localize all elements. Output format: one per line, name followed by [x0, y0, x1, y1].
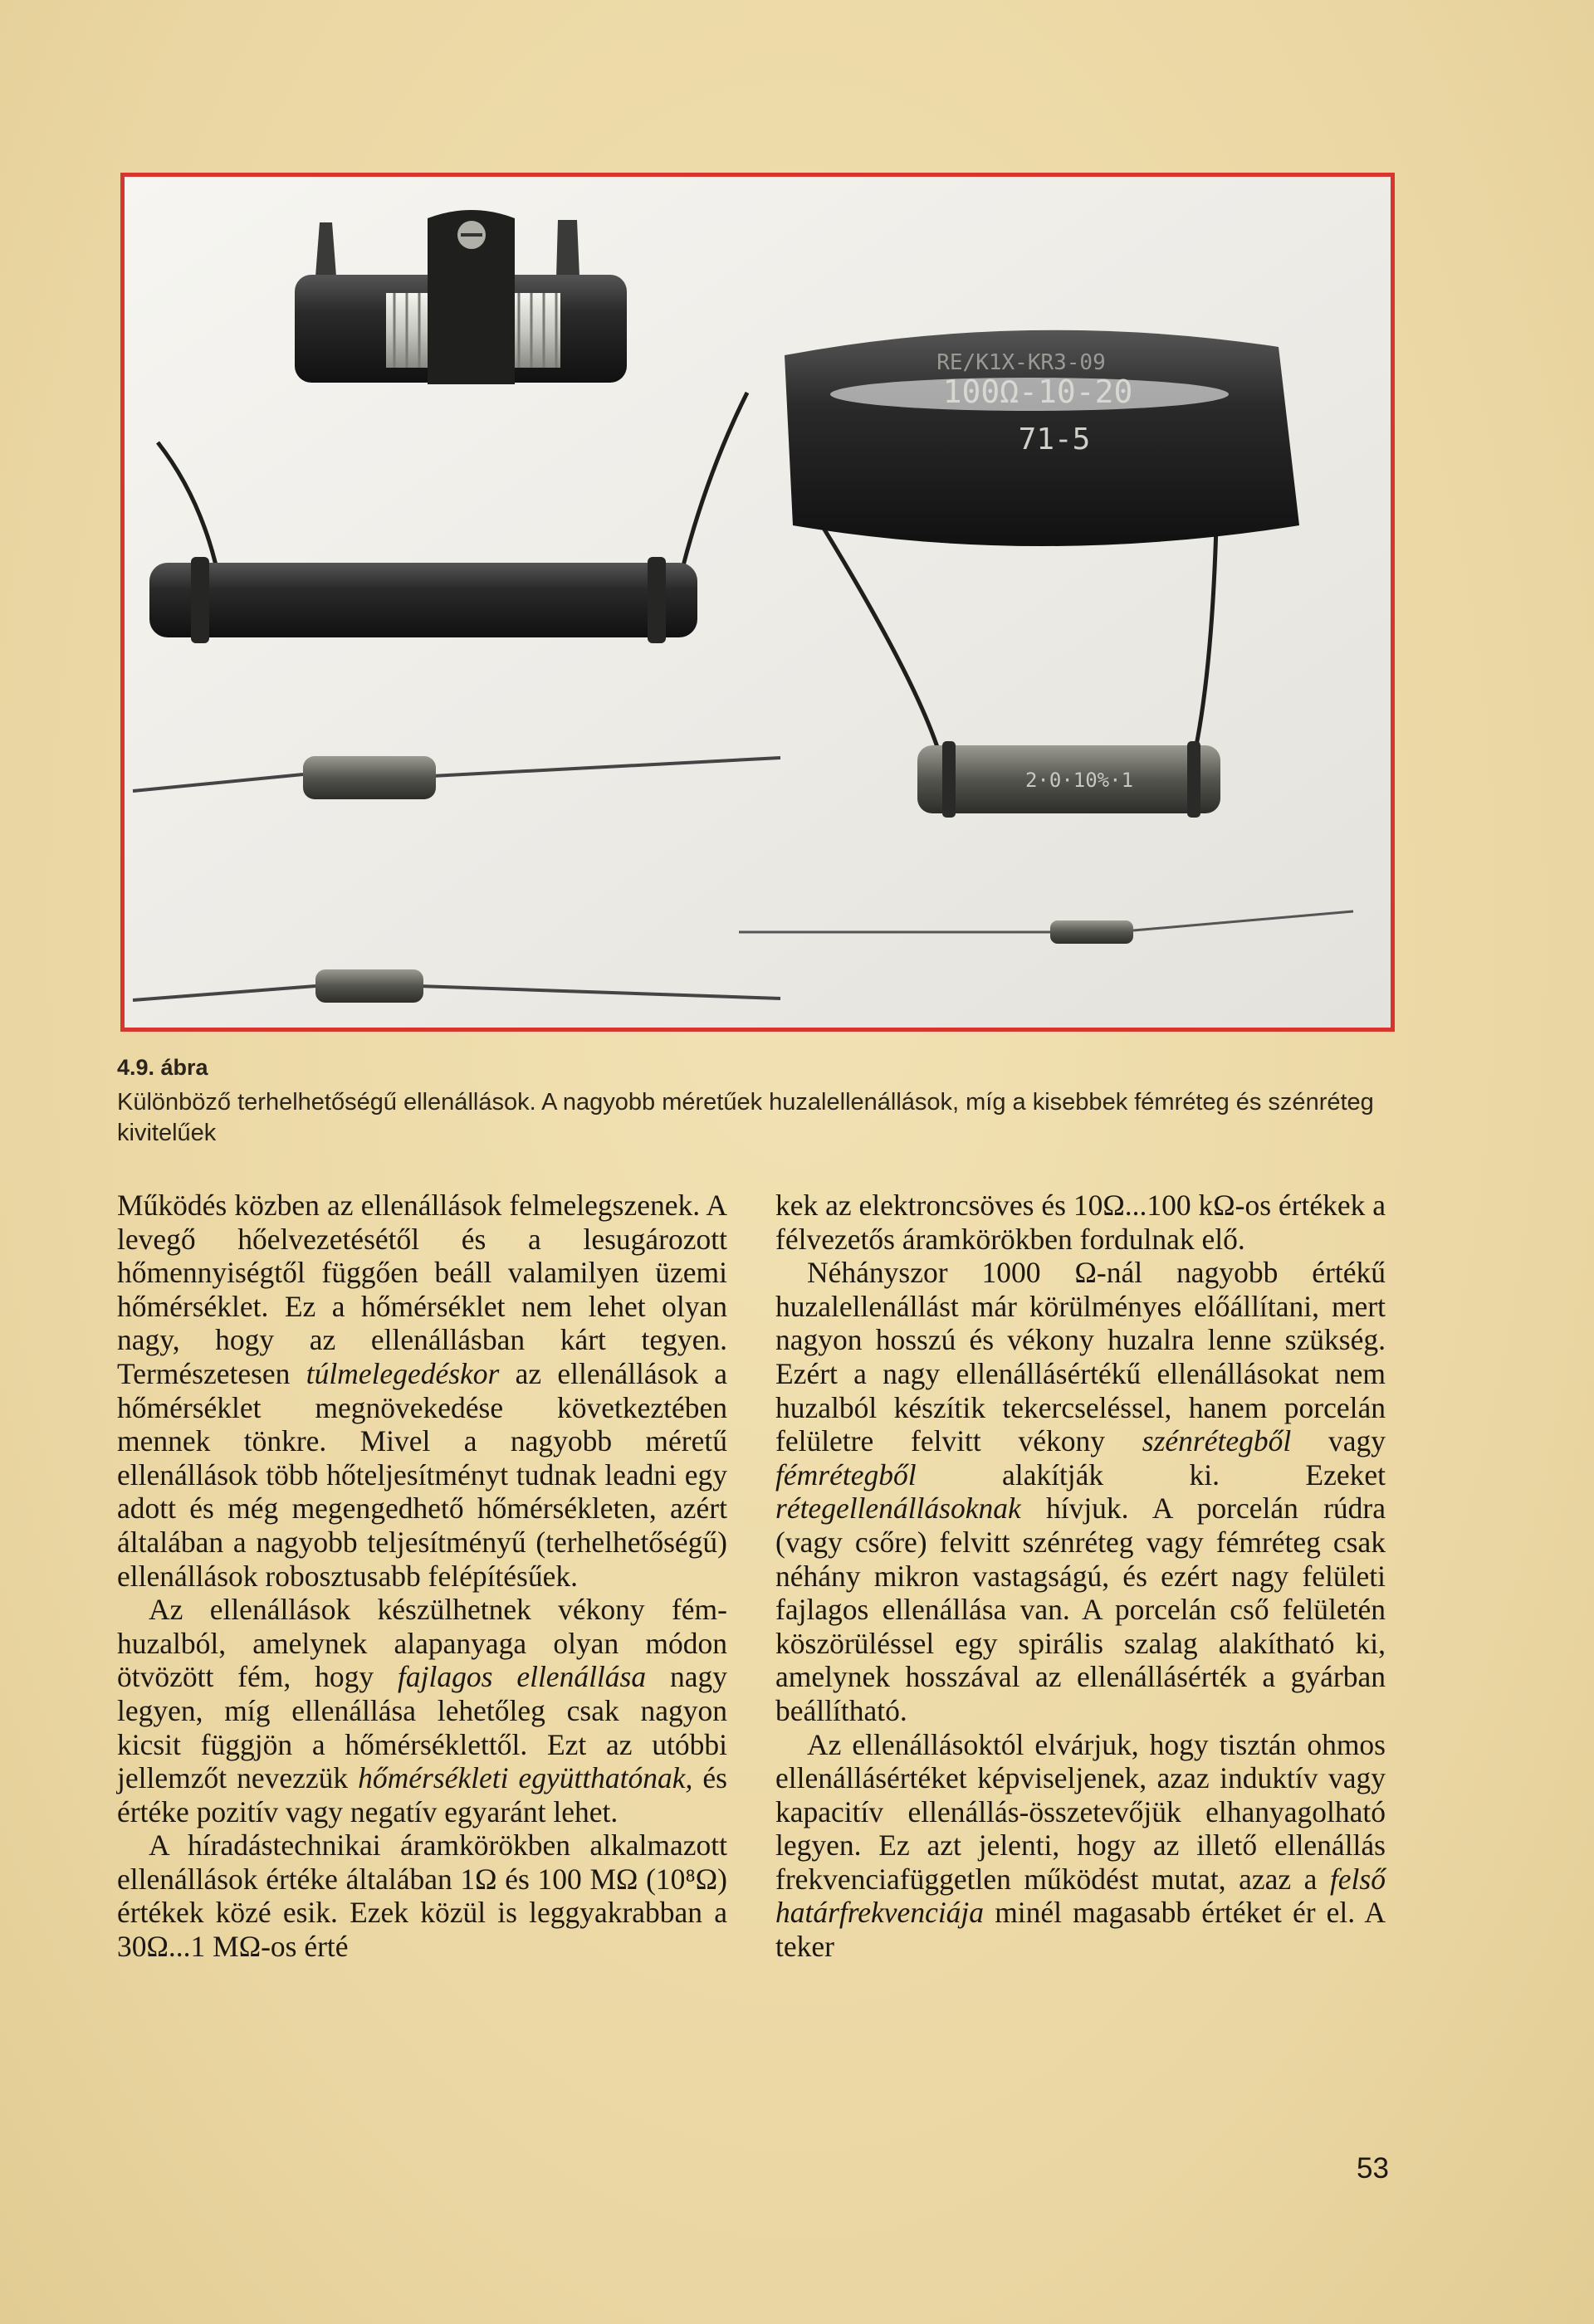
italic-term: felső határfrekvenciája: [775, 1862, 1386, 1930]
resistor-marking-line3: 71-5: [1018, 422, 1091, 456]
paragraph: [117, 1593, 727, 1828]
paragraph: [117, 1828, 727, 1963]
medium-resistor: [917, 741, 1220, 818]
paragraph: [117, 1189, 727, 1593]
medium-resistor-marking: 2·0·10%·1: [1024, 769, 1134, 792]
italic-term: rétegellenállásoknak: [775, 1492, 1021, 1526]
text-run: Az ellenállásoktól elvárjuk, hogy tisztán ohmos ellenállásértéket képviseljenek, azaz induktív vagy kapacitív ellenállás-összetevőjük elhanyagolható legyen. Ez azt jelenti, hogy az illető ellenállás frekvenciafüggetlen működést mutat, azaz a: [775, 1727, 1386, 1896]
figure-number: 4.9. ábra: [117, 1055, 208, 1080]
figure-caption: [117, 1054, 1412, 1149]
italic-term: hőmérsékleti együtthatónak,: [358, 1761, 693, 1795]
paragraph: [775, 1189, 1386, 1256]
text-run: minél magasabb értéket ér el. A teker: [775, 1896, 1386, 1964]
text-run: alakítják ki. Ezeket: [916, 1457, 1386, 1492]
text-run: vagy: [1291, 1424, 1386, 1458]
text-run: Néhányszor 1000 Ω-nál nagyobb értékű huzalellenállást már körülményes előállítani, mert nagyon hosszú és vékony huzalra lenne szükség. Ezért a nagy ellenállásértékű ellenállásokat nem huzalból készítik tekercseléssel, hanem porcelán felületre felvitt vékony: [775, 1256, 1386, 1458]
right-text-column: [775, 1189, 1386, 1964]
text-run: Működés közben az ellenállások felmelegszenek. A levegő hőelvezetésétől és a lesugározott hőmennyiségtől függően beáll valamilyen üzemi hőmérséklet. Ez a hőmérséklet nem lehet olyan nagy, hogy az ellenállásban kárt tegyen. Természetesen: [117, 1189, 727, 1390]
figure-caption-text: Különböző terhelhetőségű ellenállások. A nagyobb méretűek huzalellenállások, míg a kisebbek fémréteg és szénréteg kivitelűek: [117, 1089, 1374, 1146]
paragraph: [775, 1256, 1386, 1727]
italic-term: fajlagos ellenállása: [398, 1660, 647, 1694]
italic-term: szénrétegből: [1142, 1424, 1292, 1458]
resistor-photo: [120, 173, 1395, 1032]
left-text-column: [117, 1189, 727, 1964]
text-run: kek az elektroncsöves és 10Ω...100 kΩ-os értékek a félvezetős áramkörökben fordulnak elő.: [775, 1189, 1386, 1256]
italic-term: túlmelegedéskor: [306, 1356, 500, 1390]
italic-term: fémrétegből: [775, 1457, 917, 1492]
text-run: az ellenállások a hőmérséklet megnövekedése következtében mennek tönkre. Mivel a nagyobb méretű ellenállások több hőteljesítményt tudnak leadni egy adott és még megengedhető hőmérsékleten, azért általában a nagyobb teljesítményű (terhelhetőségű) ellenállások robosztusabb felépítésűek.: [117, 1356, 727, 1593]
text-run: Az ellenállások készülhetnek vékony fémhuzalból, amelynek alapanyaga olyan módon ötvözött fém, hogy: [117, 1593, 727, 1694]
text-run: A híradástechnikai áramkörökben alkalmazott ellenállások értéke általában 1Ω és 100 MΩ (10⁸Ω) értékek közé esik. Ezek közül is leggyakrabban a 30Ω...1 MΩ-os érté: [117, 1828, 727, 1964]
text-run: hívjuk. A porcelán rúdra (vagy csőre) felvitt szénréteg vagy fémréteg csak néhány mikron vastagságú, és ezért nagy felületi fajlagos ellenállása van. A porcelán cső felületén köszörüléssel egy spirális szalag alakítható ki, amelynek hosszával az ellenállásérték a gyárban beállítható.: [775, 1492, 1386, 1727]
text-run: és értéke pozitív vagy negatív egyaránt lehet.: [117, 1761, 727, 1828]
resistor-photo-illustration: [125, 177, 1391, 1028]
text-run: nagy legyen, míg ellenállása lehetőleg csak nagyon kicsit függjön a hőmérséklettől. Ezt az utóbbi jellemzőt nevezzük: [117, 1660, 727, 1795]
paragraph: [775, 1728, 1386, 1964]
resistor-marking-line2: 100Ω-10-20: [942, 374, 1133, 410]
resistor-marking-line1: RE/K1X-KR3-09: [936, 350, 1106, 375]
page-number: 53: [1357, 2152, 1389, 2185]
